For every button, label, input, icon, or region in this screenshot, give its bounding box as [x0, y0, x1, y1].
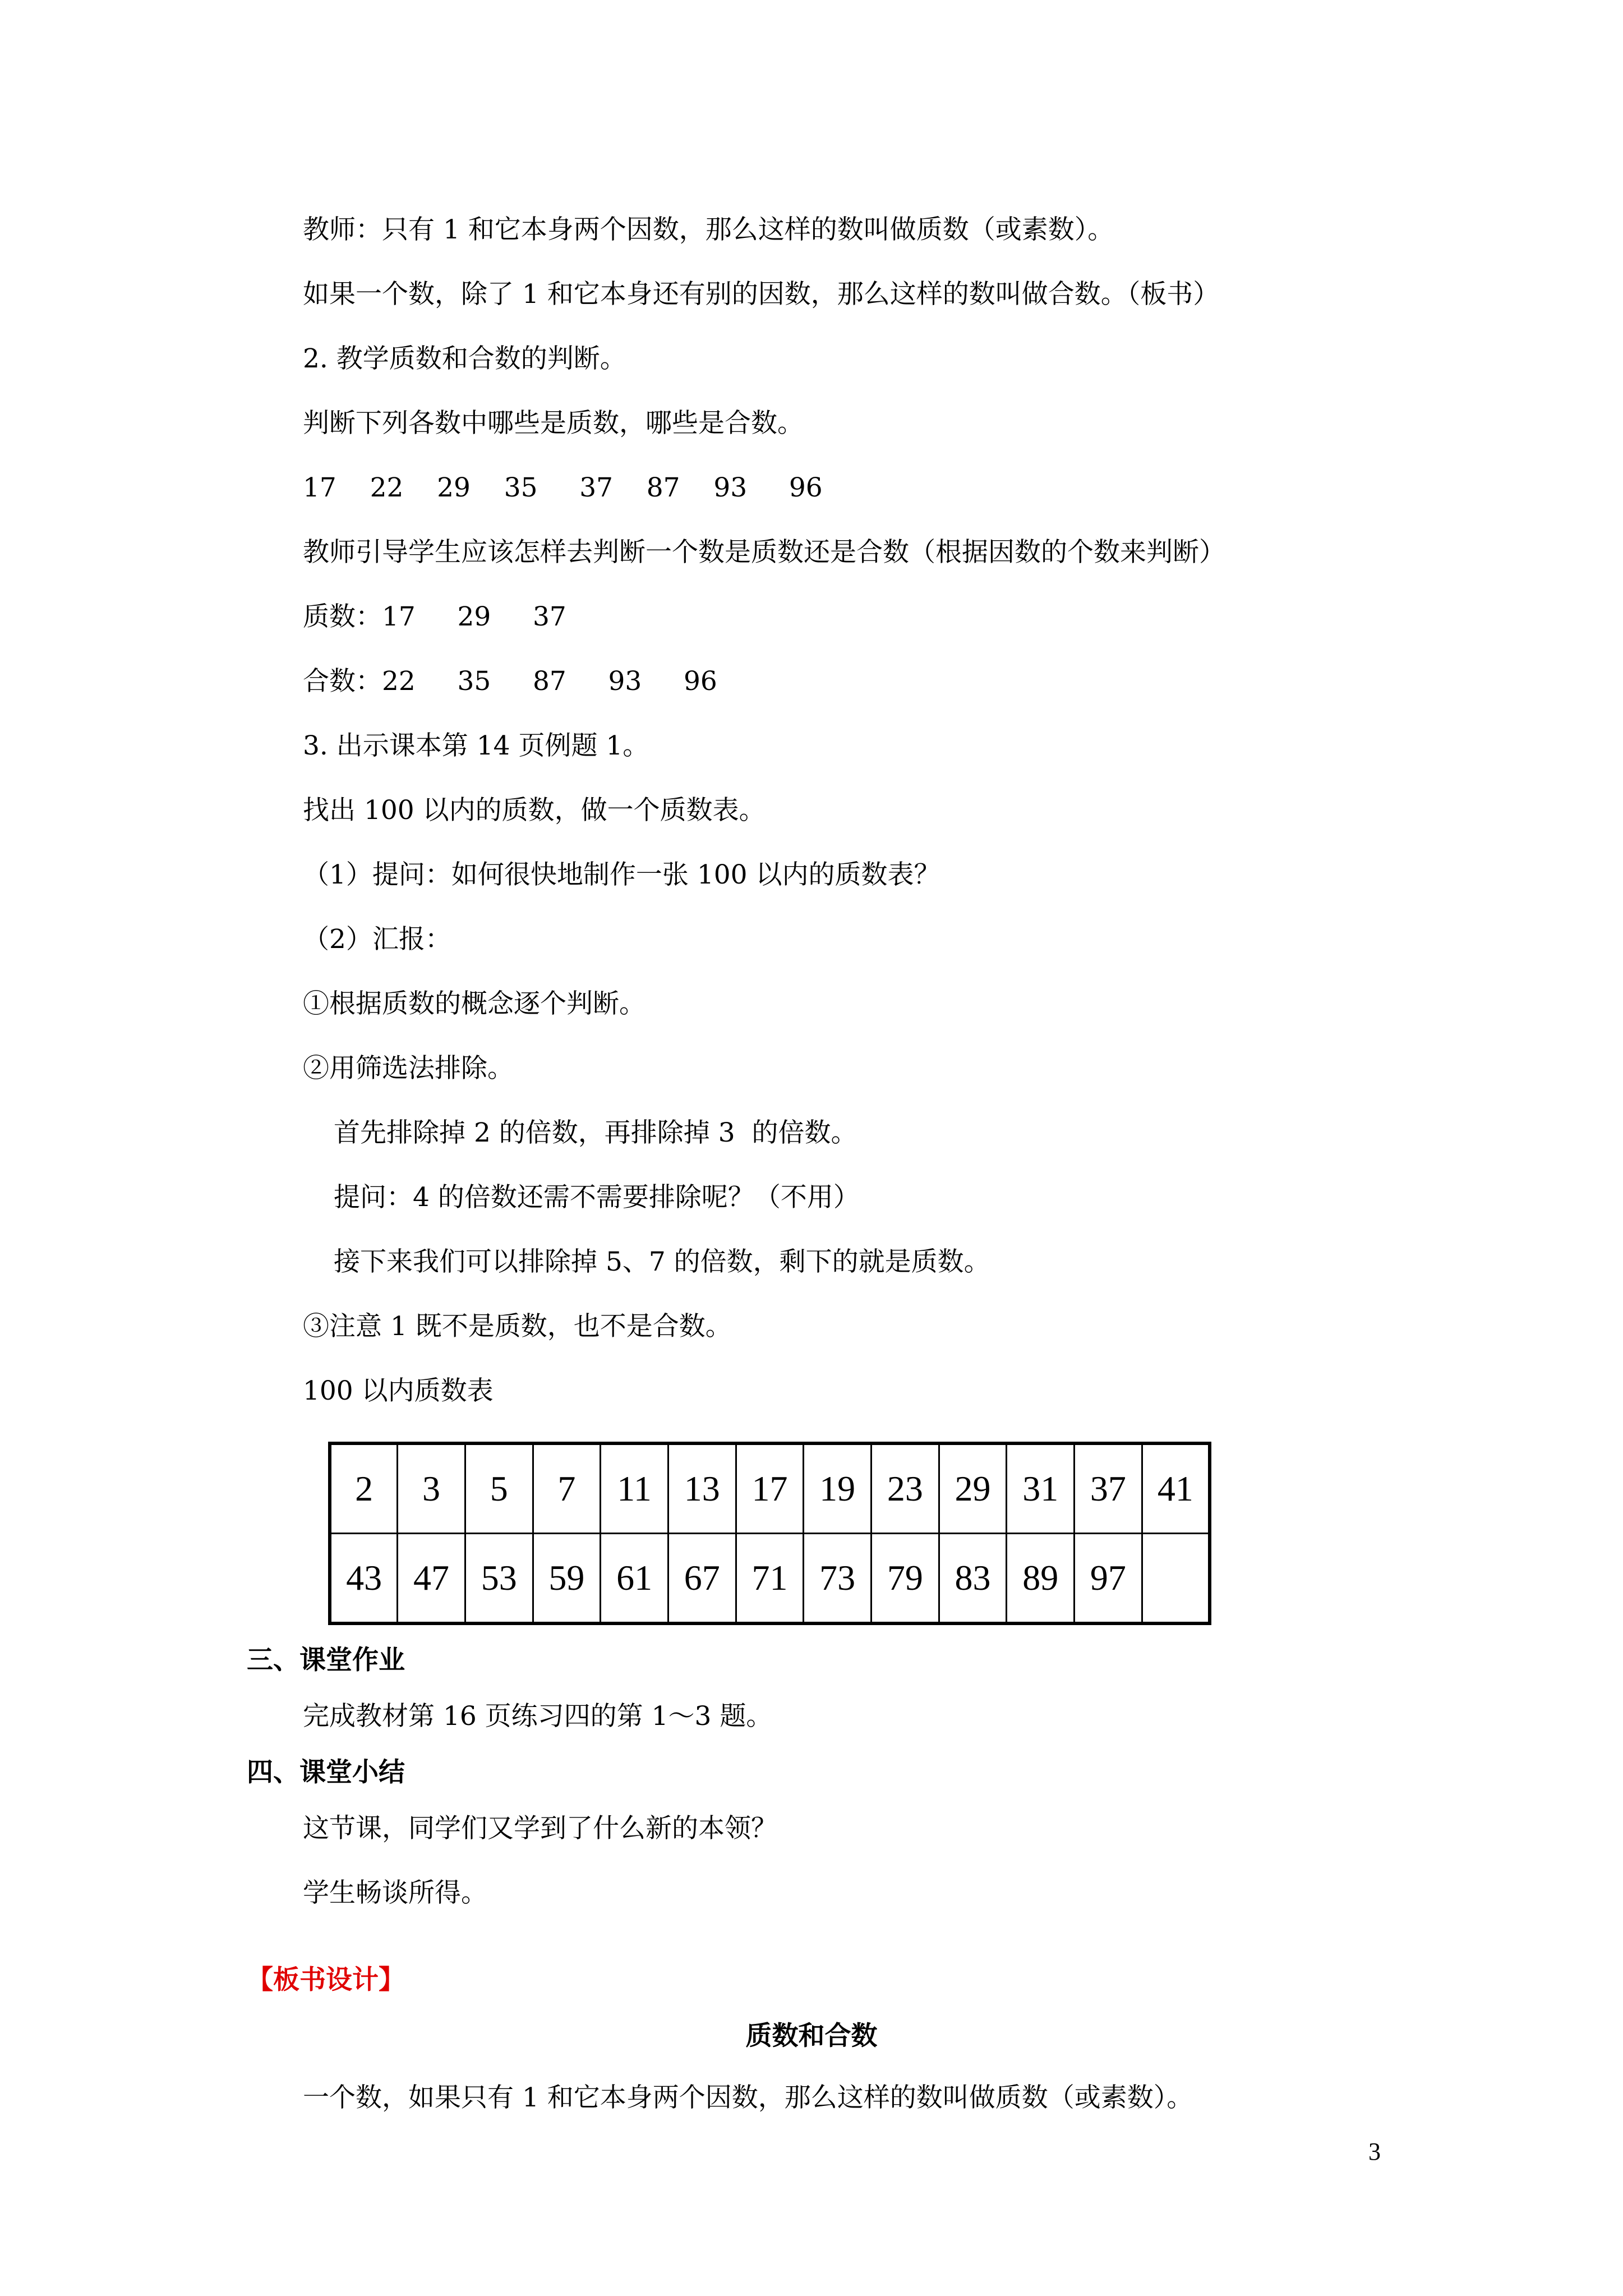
- paragraph: 接下来我们可以排除掉 5、7 的倍数，剩下的就是质数。: [334, 1246, 990, 1277]
- paragraph: 如果一个数，除了 1 和它本身还有别的因数，那么这样的数叫做合数。（板书）: [303, 279, 1220, 310]
- table-cell: 11: [601, 1443, 668, 1534]
- table-cell: 79: [872, 1534, 939, 1624]
- paragraph: 首先排除掉 2 的倍数，再排除掉 3 的倍数。: [334, 1117, 857, 1148]
- paragraph: 教师：只有 1 和它本身两个因数，那么这样的数叫做质数（或素数）。: [303, 214, 1114, 245]
- table-cell: 2: [330, 1443, 398, 1534]
- table-cell: 73: [804, 1534, 872, 1624]
- table-cell: 17: [736, 1443, 804, 1534]
- table-cell: 83: [939, 1534, 1007, 1624]
- number-list: 17 22 29 35 37 87 93 96: [303, 472, 823, 503]
- paragraph: 提问：4 的倍数还需不需要排除呢？（不用）: [334, 1182, 860, 1213]
- table-cell: 47: [398, 1534, 465, 1624]
- table-cell: 31: [1007, 1443, 1075, 1534]
- paragraph: （2）汇报：: [303, 924, 451, 955]
- composite-list: 合数：22 35 87 93 96: [303, 666, 717, 697]
- paragraph: 这节课，同学们又学到了什么新的本领？: [303, 1813, 777, 1844]
- paragraph: 3. 出示课本第 14 页例题 1。: [303, 730, 649, 761]
- board-design-heading: 【板书设计】: [247, 1964, 405, 1995]
- paragraph: （1）提问：如何很快地制作一张 100 以内的质数表？: [303, 859, 940, 890]
- paragraph: 2. 教学质数和合数的判断。: [303, 343, 626, 374]
- table-cell: 71: [736, 1534, 804, 1624]
- paragraph: 一个数，如果只有 1 和它本身两个因数，那么这样的数叫做质数（或素数）。: [303, 2082, 1193, 2113]
- table-cell: 29: [939, 1443, 1007, 1534]
- table-cell: 5: [465, 1443, 533, 1534]
- table-cell: 37: [1075, 1443, 1142, 1534]
- paragraph: ①根据质数的概念逐个判断。: [303, 988, 645, 1019]
- paragraph: ③注意 1 既不是质数，也不是合数。: [303, 1311, 732, 1342]
- table-cell: 97: [1075, 1534, 1142, 1624]
- table-row: [330, 1443, 1210, 1534]
- page-number: 3: [1368, 2138, 1381, 2165]
- section-heading: 三、课堂作业: [247, 1645, 405, 1676]
- paragraph: 学生畅谈所得。: [303, 1878, 487, 1908]
- table-cell: 53: [465, 1534, 533, 1624]
- table-cell-empty: [1142, 1534, 1210, 1624]
- table-cell: 43: [330, 1534, 398, 1624]
- paragraph: 教师引导学生应该怎样去判断一个数是质数还是合数（根据因数的个数来判断）: [303, 537, 1225, 568]
- table-cell: 19: [804, 1443, 872, 1534]
- prime-list: 质数：17 29 37: [303, 601, 566, 632]
- board-title: 质数和合数: [745, 2021, 878, 2051]
- paragraph: ②用筛选法排除。: [303, 1053, 514, 1084]
- table-cell: 13: [668, 1443, 736, 1534]
- table-cell: 41: [1142, 1443, 1210, 1534]
- table-cell: 89: [1007, 1534, 1075, 1624]
- paragraph: 判断下列各数中哪些是质数，哪些是合数。: [303, 408, 804, 439]
- table-caption: 100 以内质数表: [303, 1375, 494, 1406]
- paragraph: 找出 100 以内的质数，做一个质数表。: [303, 795, 766, 826]
- table-cell: 67: [668, 1534, 736, 1624]
- table-cell: 59: [533, 1534, 601, 1624]
- section-heading: 四、课堂小结: [247, 1757, 405, 1788]
- prime-table: [328, 1442, 1211, 1625]
- table-cell: 23: [872, 1443, 939, 1534]
- table-cell: 61: [601, 1534, 668, 1624]
- table-cell: 3: [398, 1443, 465, 1534]
- table-row: [330, 1534, 1210, 1624]
- table-cell: 7: [533, 1443, 601, 1534]
- paragraph: 完成教材第 16 页练习四的第 1～3 题。: [303, 1701, 773, 1732]
